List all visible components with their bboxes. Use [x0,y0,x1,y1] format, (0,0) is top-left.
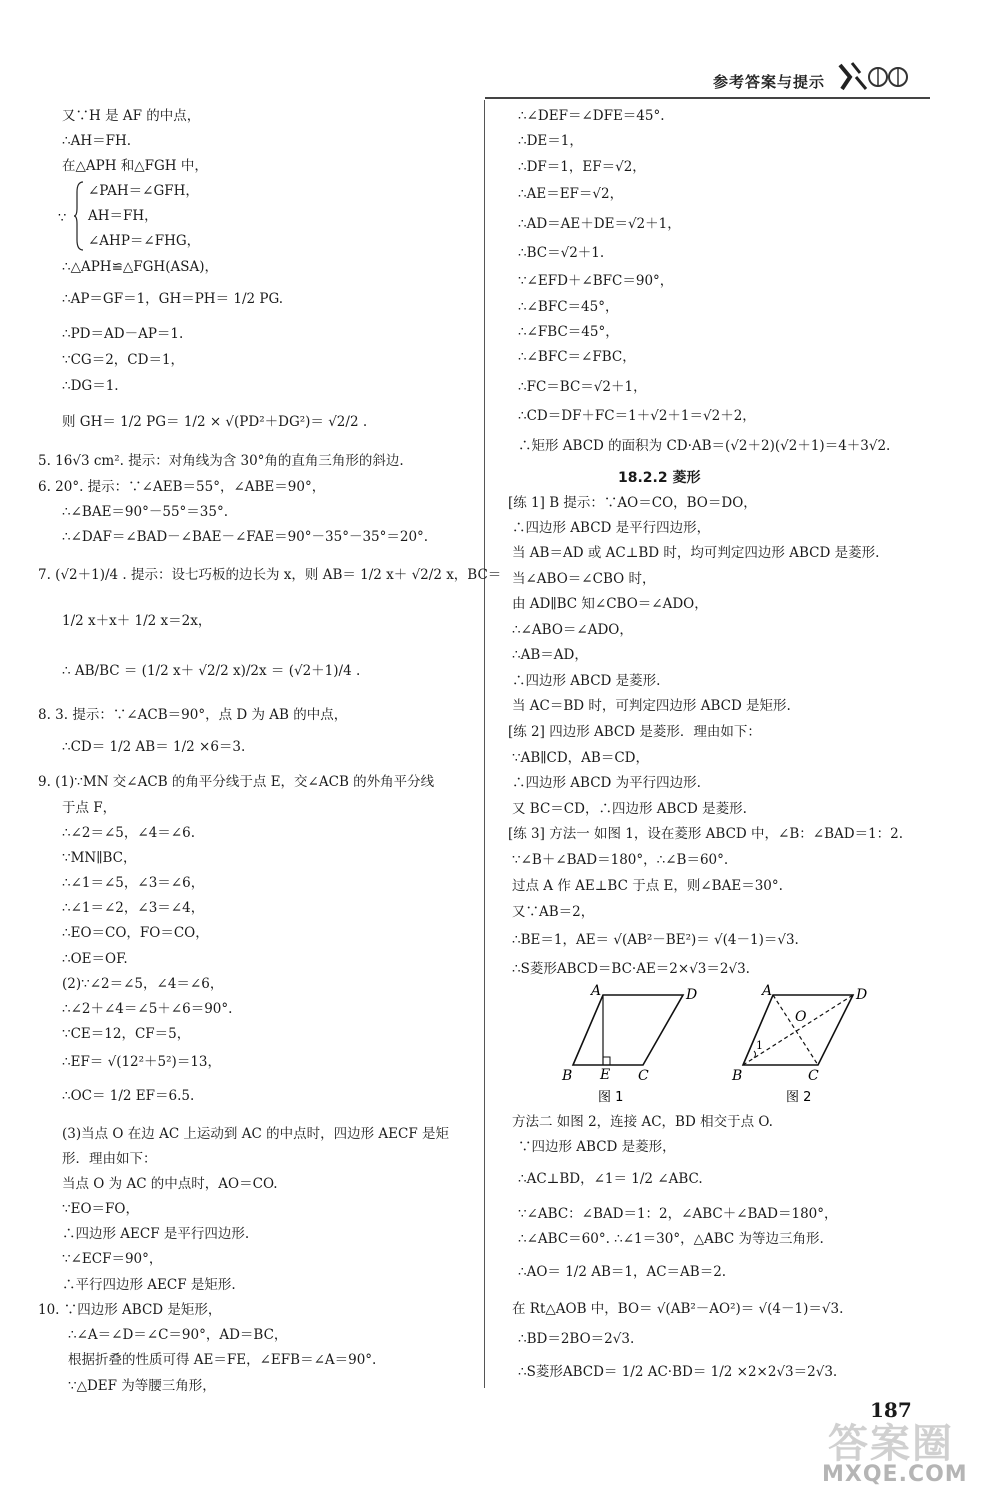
text-line: ∴∠BFC＝45°， [518,299,619,315]
text-line: ∴AP＝GF＝1，GH＝PH＝ 1/2 PG. [62,291,284,307]
text-line: 根据折叠的性质可得 AE＝FE，∠EFB＝∠A＝90°. [68,1352,377,1368]
fig1-label-b: B [562,1068,573,1084]
text-line: [练 2] 四边形 ABCD 是菱形．理由如下： [508,724,761,740]
text-line: ∵AB∥CD，AB＝CD， [512,750,649,766]
fig1-label-c: C [638,1068,649,1084]
text-line: ∴△APH≌△FGH(ASA)， [62,259,218,275]
fig1-label-a: A [591,983,602,999]
text-line: 在 Rt△AOB 中，BO＝ √(AB²－AO²)＝ √(4－1)＝√3. [512,1301,844,1317]
text-line: 5. 16√3 cm². 提示：对角线为含 30°角的直角三角形的斜边. [38,453,404,469]
text-line: ∴DG＝1. [62,378,119,394]
text-line: 当 AC＝BD 时，可判定四边形 ABCD 是矩形. [512,698,791,714]
text-line: ∴四边形 ABCD 是菱形. [512,673,661,689]
text-line: ∴AO＝ 1/2 AB＝1，AC＝AB＝2. [518,1264,727,1280]
text-line: [练 3] 方法一 如图 1，设在菱形 ABCD 中，∠B：∠BAD＝1：2. [508,826,904,842]
text-line: ∴四边形 ABCD 是平行四边形， [512,520,711,536]
text-line: ∴AB＝AD， [512,647,588,663]
header-title: 参考答案与提示 [712,73,825,91]
text-line: 由 AD∥BC 知∠CBO＝∠ADO， [512,596,708,612]
text-line: ∴∠BAE＝90°－55°＝35°. [62,504,229,520]
text-line: ∴∠DEF＝∠DFE＝45°. [518,108,665,124]
text-line: ∴EF＝ √(12²＋5²)＝13， [62,1054,222,1070]
text-line: ∵CE＝12，CF＝5， [62,1026,191,1042]
text-line: ∴CD＝ 1/2 AB＝ 1/2 ×6＝3. [62,739,246,755]
text-line: ∴AH＝FH. [62,133,132,149]
text-line: 又∵AB＝2， [512,904,595,920]
text-line: ∴∠ABO＝∠ADO， [512,622,633,638]
text-line: ∵△DEF 为等腰三角形， [68,1378,216,1394]
brace-symbol [60,182,74,252]
header-rule [485,97,930,99]
text-line: ∴∠BFC＝∠FBC， [518,349,636,365]
text-line: ∴AE＝EF＝√2， [518,186,624,202]
fig2-label-1: 1 [756,1039,763,1052]
text-line: ∵∠EFD＋∠BFC＝90°， [518,273,674,289]
column-divider [484,100,485,1388]
text-line: ∴∠A＝∠D＝∠C＝90°，AD＝BC， [68,1327,288,1343]
text-line: ∴∠1＝∠2，∠3＝∠4， [62,900,205,916]
text-line: 又∵H 是 AF 的中点， [62,108,201,124]
text-line: 形．理由如下： [62,1151,157,1167]
text-line: ∴∠2＝∠5，∠4＝∠6. [62,825,195,841]
text-line: ∴∠1＝∠5，∠3＝∠6， [62,875,205,891]
fig1-label-d: D [686,987,698,1003]
text-line: ∠AHP＝∠FHG， [88,233,201,249]
text-line: ∴∠2＋∠4＝∠5＋∠6＝90°. [62,1001,233,1017]
text-line: 当 AB＝AD 或 AC⊥BD 时，均可判定四边形 ABCD 是菱形. [512,545,880,561]
svg-text:∵: ∵ [58,211,67,226]
text-line: 1/2 x＋x＋ 1/2 x＝2x， [62,613,212,629]
text-line: ∵MN∥BC， [62,850,137,866]
text-line: ∴ AB/BC ＝ (1/2 x＋ √2/2 x)/2x ＝ (√2＋1)/4 . [62,663,361,679]
page-header [0,55,1000,95]
text-line: 方法二 如图 2，连接 AC，BD 相交于点 O. [512,1114,773,1130]
text-line: 在△APH 和△FGH 中， [62,158,208,174]
text-line: ∴PD＝AD－AP＝1. [62,326,184,342]
header-logo-icon [832,59,912,93]
text-line: 又 BC＝CD，∴四边形 ABCD 是菱形. [512,801,747,817]
text-line: 则 GH＝ 1/2 PG＝ 1/2 × √(PD²＋DG²)＝ √2/2 . [62,414,368,430]
text-line: ∴BE＝1，AE＝ √(AB²－BE²)＝ √(4－1)＝√3. [512,932,799,948]
fig1-label-e: E [600,1067,611,1083]
fig2-caption: 图 2 [786,1090,812,1105]
text-line: ∠PAH＝∠GFH， [88,183,199,199]
text-line: ∴OC＝ 1/2 EF＝6.5. [62,1088,195,1104]
figure-2 [731,983,867,1105]
text-line: ∴∠DAF＝∠BAD－∠BAE－∠FAE＝90°－35°－35°＝20°. [62,529,429,545]
text-line: 6. 20°. 提示：∵∠AEB＝55°，∠ABE＝90°， [38,479,326,495]
fig2-label-b: B [732,1068,743,1084]
text-line: ∴AD＝AE＋DE＝√2＋1， [518,216,681,232]
text-line: 8. 3. 提示：∵∠ACB＝90°，点 D 为 AB 的中点， [38,707,348,723]
text-line: ∵∠B＋∠BAD＝180°，∴∠B＝60°. [512,852,729,868]
section-title: 18.2.2 菱形 [618,470,701,486]
watermark-cn: 答案圈 [828,1421,954,1467]
text-line: ∴S菱形ABCD＝ 1/2 AC·BD＝ 1/2 ×2×2√3＝2√3. [518,1364,838,1380]
text-line: 7. (√2＋1)/4 . 提示：设七巧板的边长为 x，则 AB＝ 1/2 x＋ √2/2 x，BC＝ [38,567,502,583]
text-line: (3)当点 O 在边 AC 上运动到 AC 的中点时，四边形 AECF 是矩 [62,1126,449,1142]
page-number: 187 [870,1398,912,1422]
fig2-label-c: C [808,1068,819,1084]
watermark-en: MXQE.COM [822,1462,968,1487]
text-line: ∴四边形 ABCD 为平行四边形. [512,775,701,791]
text-line: 于点 F， [62,800,117,816]
fig2-label-o: O [795,1009,807,1025]
text-line: AH＝FH， [88,208,158,224]
text-line: ∵∠ECF＝90°， [62,1251,163,1267]
fig2-label-d: D [856,987,868,1003]
text-line: 过点 A 作 AE⊥BC 于点 E，则∠BAE＝30°. [512,878,783,894]
text-line: 9. (1)∵MN 交∠ACB 的角平分线于点 E，交∠ACB 的外角平分线 [38,774,435,790]
fig2-label-a: A [762,983,773,999]
text-line: ∴矩形 ABCD 的面积为 CD·AB＝(√2＋2)(√2＋1)＝4＋3√2. [518,438,891,454]
left-brace-icon [74,180,84,252]
text-line: 当点 O 为 AC 的中点时，AO＝CO. [62,1176,278,1192]
text-line: ∴BD＝2BO＝2√3. [518,1331,635,1347]
text-line: ∴CD＝DF＋FC＝1＋√2＋1＝√2＋2， [518,408,756,424]
text-line: ∵EO＝FO， [62,1201,139,1217]
fig1-caption: 图 1 [598,1090,624,1105]
text-line: ∴∠FBC＝45°， [518,324,619,340]
text-line: ∴AC⊥BD，∠1＝ 1/2 ∠ABC. [518,1171,703,1187]
text-line: ∴DF＝1，EF＝√2， [518,159,646,175]
text-line: ∴BC＝√2＋1. [518,245,605,261]
text-line: [练 1] B 提示：∵AO＝CO，BO＝DO， [508,495,757,511]
figure-1 [561,983,697,1105]
text-line: ∴FC＝BC＝√2＋1， [518,379,647,395]
text-line: ∵∠ABC：∠BAD＝1：2，∠ABC＋∠BAD＝180°， [518,1206,838,1222]
text-line: ∴OE＝OF. [62,951,128,967]
text-line: 当∠ABO＝∠CBO 时， [512,571,656,587]
text-line: ∴平行四边形 AECF 是矩形. [62,1277,236,1293]
text-line: ∴∠ABC＝60°. ∴∠1＝30°，△ABC 为等边三角形. [518,1231,824,1247]
text-line: ∵CG＝2，CD＝1， [62,352,185,368]
text-line: ∵四边形 ABCD 是菱形， [518,1139,676,1155]
rhombus-figures [558,985,918,1115]
text-line: 10. ∵四边形 ABCD 是矩形， [38,1302,222,1318]
text-line: (2)∵∠2＝∠5，∠4＝∠6， [62,976,224,992]
text-line: ∴四边形 AECF 是平行四边形. [62,1226,250,1242]
text-line: ∴S菱形ABCD＝BC·AE＝2×√3＝2√3. [512,961,750,977]
text-line: ∴DE＝1， [518,133,583,149]
text-line: ∴EO＝CO，FO＝CO， [62,925,209,941]
